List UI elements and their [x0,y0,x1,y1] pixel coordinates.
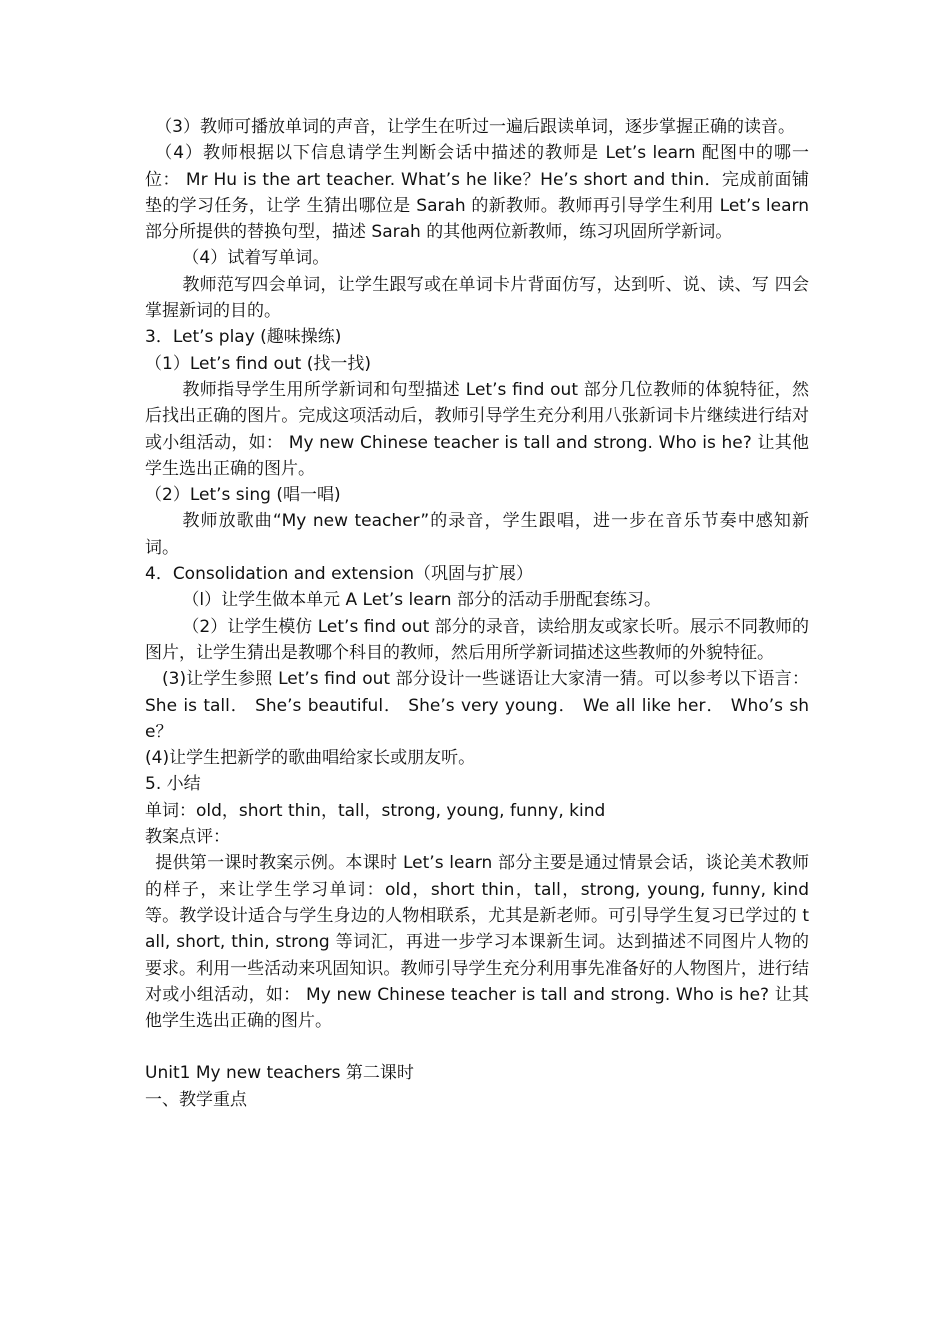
heading-teaching-focus: 一、教学重点 [145,1089,247,1110]
paragraph-teacher-demonstrates-writing: 教师范写四会单词，让学生跟写或在单词卡片背面仿写，达到听、说、读、写 四会掌握新词的目的。 [145,274,809,322]
paragraph-find-out-activity: 教师指导学生用所学新词和句型描述 Let’s find out 部分几位教师的体貌特征，然后找出正确的图片。完成这项活动后，教师引导学生充分利用八张新词卡片继续进行结对或小组活动，如： My new Chinese teacher is tall and strong. Who is he? 让其他学生选出正确的图片。 [145,379,809,479]
heading-consolidation: 4．Consolidation and extension（巩固与扩展） [145,564,534,585]
heading-unit1-lesson2: Unit1 My new teachers 第二课时 [145,1063,414,1084]
paragraph-step-4-identify-teacher: （4）教师根据以下信息请学生判断会话中描述的教师是 Let’s learn 配图中的哪一位： Mr Hu is the art teacher. What’s he like？He’s short and thin．完成前面铺垫的学习任务，让学 生猜出哪位是 Sarah 的新教师。教师再引导学生利用 Let’s learn 部分所提供的替换句型，描述 Sarah 的其他两位新教师，练习巩固所学新词。 [145,143,809,243]
heading-lets-play: 3．Let’s play (趣味操练) [145,327,342,348]
paragraph-step-3: （3）教师可播放单词的声音，让学生在听过一遍后跟读单词，逐步掌握正确的读音。 [155,117,796,137]
paragraph-consolidation-4: (4)让学生把新学的歌曲唱给家长或朋友听。 [145,748,476,769]
blank-line [145,1034,809,1060]
paragraph-step-4-write-words: （4）试着写单词。 [182,248,330,269]
paragraph-consolidation-3: (3)让学生参照 Let’s find out 部分设计一些谜语让大家清一猜。可以参考以下语言： She is tall． She’s beautiful． She’s very young． We all like her． Who’s she？ [145,669,809,742]
heading-lesson-review: 教案点评： [145,827,230,848]
document-page [145,114,809,1113]
paragraph-consolidation-2: （2）让学生模仿 Let’s find out 部分的录音，读给朋友或家长听。展示不同教师的图片，让学生猜出是教哪个科目的教师，然后用所学新词描述这些教师的外貌特征。 [145,616,809,663]
paragraph-summary-words: 单词：old，short thin，tall，strong, young, funny, kind [145,800,606,821]
heading-lets-find-out: （1）Let’s find out (找一找) [145,353,371,374]
heading-summary: 5. 小结 [145,774,201,795]
paragraph-sing-activity: 教师放歌曲“My new teacher”的录音，学生跟唱，进一步在音乐节奏中感知新词。 [145,511,809,558]
heading-lets-sing: （2）Let’s sing (唱一唱) [145,485,341,506]
paragraph-consolidation-1: （l）让学生做本单元 A Let’s learn 部分的活动手册配套练习。 [182,590,661,611]
paragraph-lesson-review: 提供第一课时教案示例。本课时 Let’s learn 部分主要是通过情景会话，谈论美术教师的样子，来让学生学习单词：old，short thin，tall，strong, young, funny, kind 等。教学设计适合与学生身边的人物相联系，尤其是新老师。可引导学生复习已学过的 tall, short, thin, strong 等词汇，再进一步学习本课新生词。达到描述不同图片人物的要求。利用一些活动来巩固知识。教师引导学生充分利用事先准备好的人物图片，进行结对或小组活动，如： My new Chinese teacher is tall and strong. Who is he? 让其他学生选出正确的图片。 [145,853,809,1032]
